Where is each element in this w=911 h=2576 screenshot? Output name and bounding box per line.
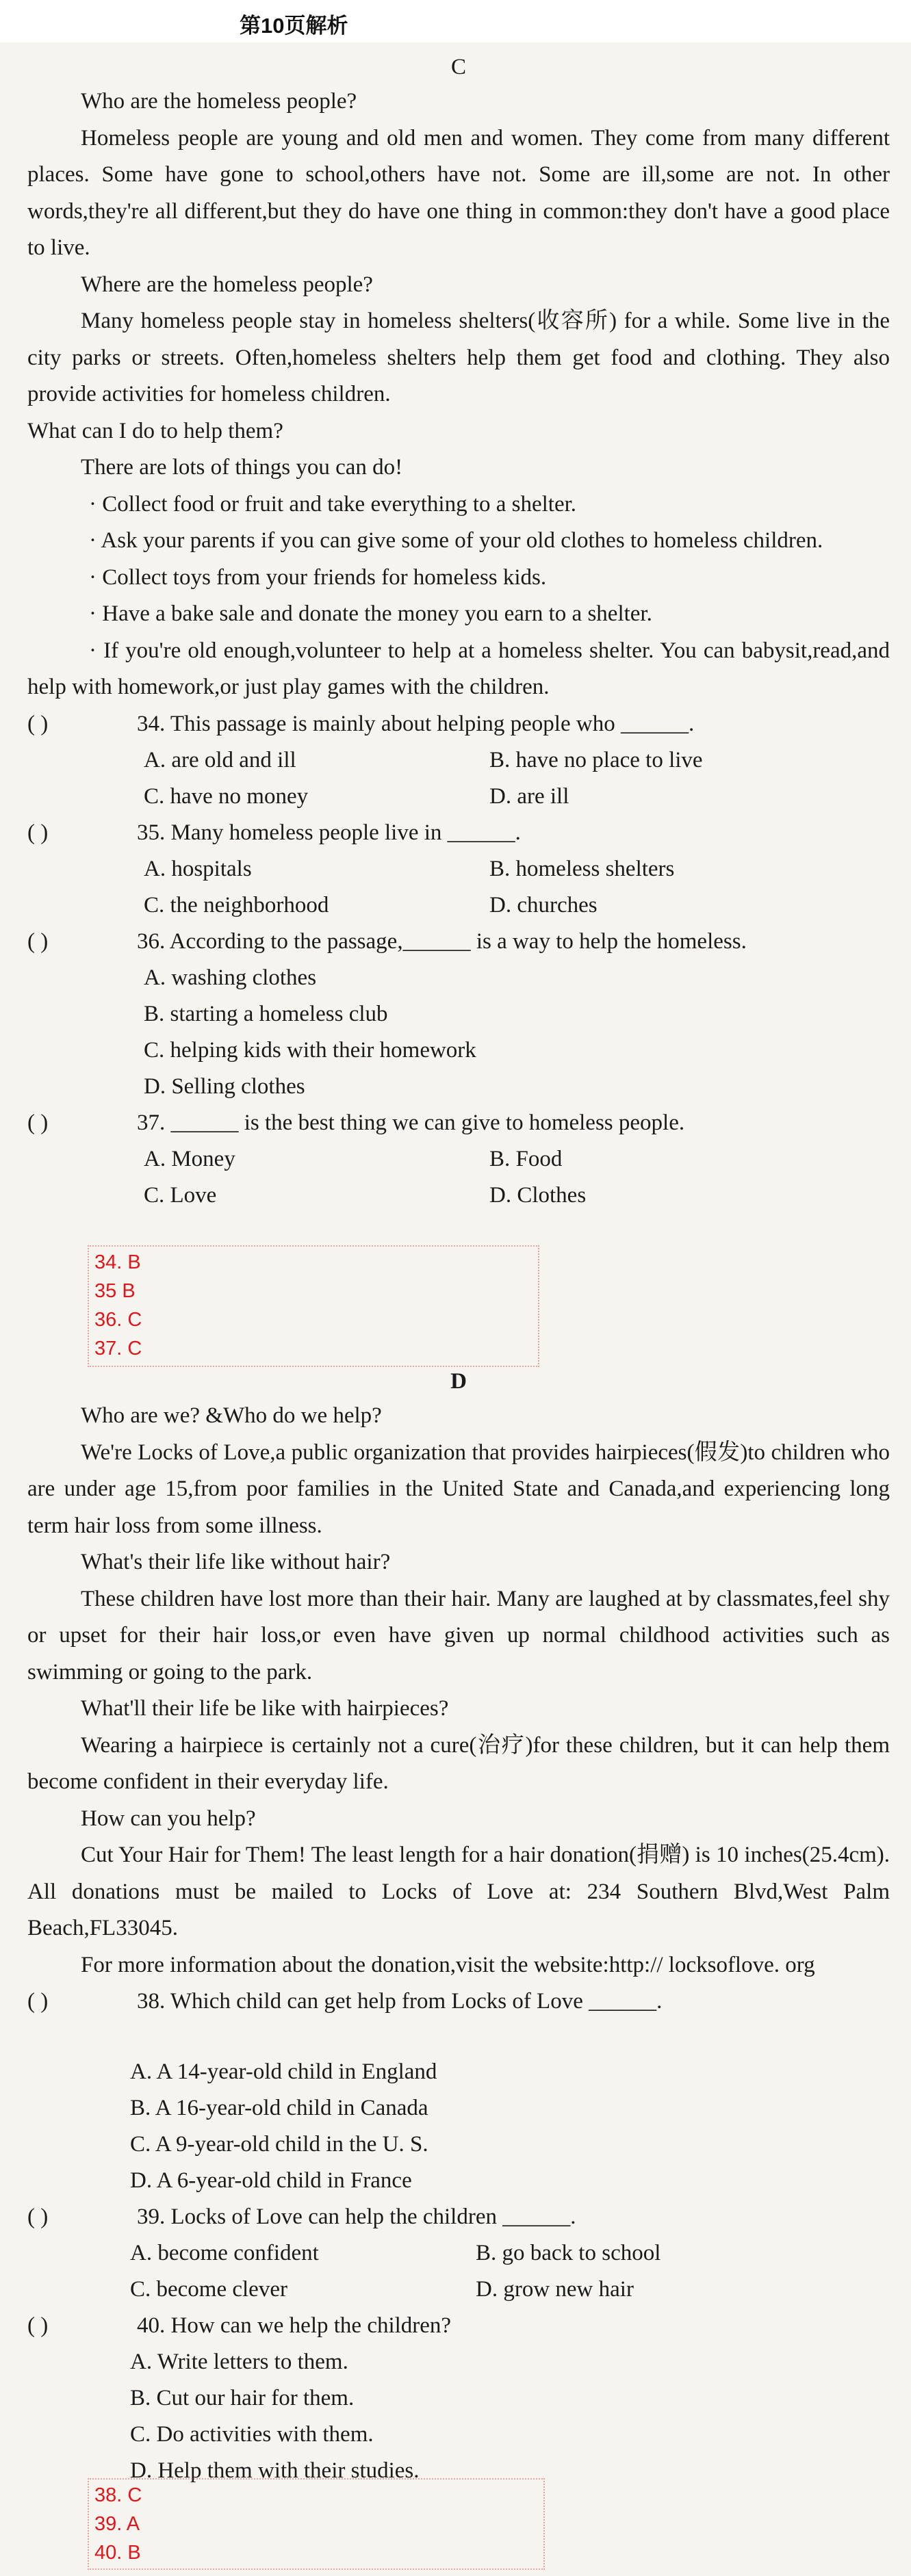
option-d: D. are ill [489,783,569,809]
bullet-item: · Collect food or fruit and take everything to a shelter. [89,491,577,517]
answer-line: 36. C [94,1309,142,1331]
question-37 [27,1105,890,1141]
option-c: C. the neighborhood [144,892,329,918]
paragraph: How can you help? [81,1806,256,1831]
section-d-letter: D [450,1369,467,1394]
question-35 [27,815,890,851]
paragraph: What can I do to help them? [27,418,283,443]
paragraph: Where are the homeless people? [81,272,373,297]
question-36-options [144,960,890,1105]
option-c: C. become clever [130,2277,287,2302]
bullet-item: · If you're old enough,volunteer to help at a homeless shelter. You can babysit,read,and help with homework,or just play games with the children. [27,638,890,699]
paragraph: Wearing a hairpiece is certainly not a cure(治疗)for these children, but it can help them become confident in their everyday life. [27,1732,890,1794]
answer-paren: ( ) [27,1989,49,2014]
paragraph: Who are we? &Who do we help? [81,1403,382,1428]
question-38-options [130,2054,890,2199]
paragraph: What's their life like without hair? [81,1550,391,1574]
question-stem: 34. This passage is mainly about helping people who ______. [137,711,695,736]
bullet-item: · Ask your parents if you can give some of your old clothes to homeless children. [89,528,823,553]
question-40 [27,2308,890,2344]
option-a: A. washing clothes [144,965,317,990]
answer-paren: ( ) [27,820,49,845]
paragraph: Who are the homeless people? [81,89,357,114]
option-b: B. starting a homeless club [144,1001,388,1026]
option-c: C. helping kids with their homework [144,1037,476,1063]
question-40-options [130,2344,890,2489]
answer-paren: ( ) [27,2313,49,2338]
paragraph: For more information about the donation,visit the website:http:// locksoflove. org [81,1952,815,1977]
question-37-options [144,1141,890,1214]
option-c: C. A 9-year-old child in the U. S. [130,2132,428,2157]
answer-box-c [88,1245,539,1367]
option-d: D. churches [489,892,598,918]
option-d: D. Selling clothes [144,1074,305,1099]
option-c: C. Do activities with them. [130,2422,374,2447]
paragraph: There are lots of things you can do! [81,455,403,480]
question-stem: 36. According to the passage,______ is a way to help the homeless. [137,928,747,954]
answer-line: 39. A [94,2513,140,2535]
option-a: A. Write letters to them. [130,2350,348,2374]
section-c [27,51,890,1214]
option-b: B. Cut our hair for them. [130,2386,355,2410]
question-34 [27,706,890,742]
option-a: A. A 14-year-old child in England [130,2059,437,2084]
answer-line: 37. C [94,1338,142,1359]
bullet-item: · Collect toys from your friends for homeless kids. [89,564,547,590]
paragraph: Cut Your Hair for Them! The least length for a hair donation(捐赠) is 10 inches(25.4cm). All donations must be mailed to Locks of Love at: 234 Southern Blvd,West Palm Beach,FL33045. [27,1843,890,1940]
option-b: B. Food [489,1146,563,1171]
answer-paren: ( ) [27,2204,49,2229]
answer-box-d [88,2478,545,2570]
answer-paren: ( ) [27,1110,49,1135]
question-39-options [130,2235,890,2308]
option-b: B. go back to school [476,2241,661,2265]
option-b: B. A 16-year-old child in Canada [130,2096,428,2120]
question-34-options [144,742,890,815]
answer-line: 38. C [94,2484,142,2506]
option-d: D. A 6-year-old child in France [130,2168,412,2193]
option-a: A. are old and ill [144,747,296,772]
option-d: D. Clothes [489,1182,587,1208]
section-c-letter: C [450,55,466,79]
section-d [27,1365,890,2489]
answer-paren: ( ) [27,928,49,954]
answer-line: 40. B [94,2542,141,2564]
option-b: B. have no place to live [489,747,703,772]
option-a: A. become confident [130,2241,319,2265]
paragraph: These children have lost more than their hair. Many are laughed at by classmates,feel shy or upset for their hair loss,or even have given up normal childhood activities such as swimming or going to the park. [27,1586,890,1684]
option-d: D. grow new hair [476,2277,634,2302]
question-stem: 39. Locks of Love can help the children ______. [137,2204,576,2229]
bullet-item: · Have a bake sale and donate the money you earn to a shelter. [89,601,652,626]
option-c: C. have no money [144,783,309,809]
answer-paren: ( ) [27,711,49,736]
answer-line: 34. B [94,1251,141,1273]
answer-line: 35 B [94,1280,136,1302]
option-c: C. Love [144,1182,217,1208]
option-a: A. Money [144,1146,235,1171]
paragraph: Homeless people are young and old men and women. They come from many different places. Some have gone to school,others have not. Some are ill,some are not. In other words,they're all different,but they do have one thing in common:they don't have a good place to live. [27,125,890,260]
option-a: A. hospitals [144,856,252,881]
question-stem: 38. Which child can get help from Locks of Love ______. [137,1989,663,2014]
question-36 [27,924,890,960]
question-stem: 35. Many homeless people live in ______. [137,820,521,845]
question-38 [27,1983,890,2020]
paragraph: We're Locks of Love,a public organization that provides hairpieces(假发)to children who are under age 15,from poor families in the United State and Canada,and experiencing long term hair loss from some illness. [27,1440,890,1538]
page-title: 第10页解析 [240,14,348,38]
option-b: B. homeless shelters [489,856,675,881]
question-39 [27,2199,890,2235]
question-stem: 40. How can we help the children? [137,2313,452,2338]
question-35-options [144,851,890,924]
paragraph: Many homeless people stay in homeless shelters(收容所) for a while. Some live in the city parks or streets. Often,homeless shelters help them get food and clothing. They also provide activities for homeless children. [27,309,890,406]
question-stem: 37. ______ is the best thing we can give to homeless people. [137,1110,685,1135]
paragraph: What'll their life be like with hairpieces? [81,1696,449,1721]
option-d: D. Help them with their studies. [130,2458,420,2483]
